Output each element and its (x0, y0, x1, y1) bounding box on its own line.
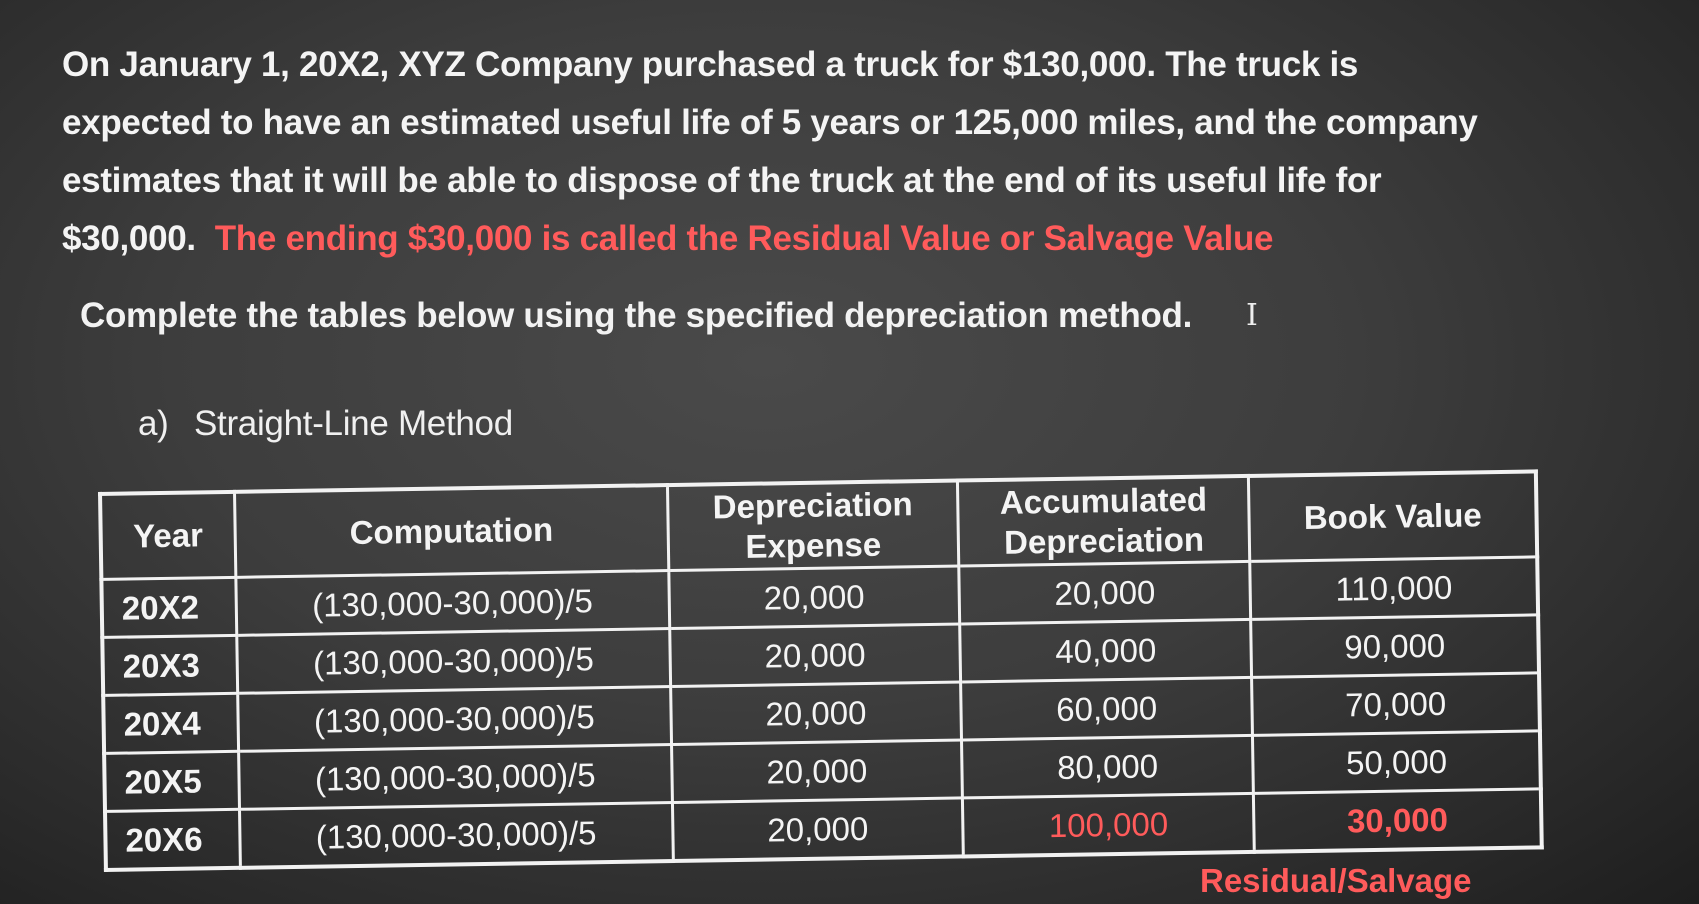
cell-book-value: 50,000 (1253, 731, 1541, 794)
cell-accumulated-depreciation: 40,000 (960, 619, 1252, 682)
header-book-value: Book Value (1249, 471, 1537, 561)
cell-depreciation-expense: 20,000 (669, 566, 960, 629)
header-accumulated-depreciation (957, 476, 1250, 566)
cell-accumulated-depreciation: 60,000 (961, 677, 1253, 740)
cell-computation: (130,000-30,000)/5 (239, 803, 673, 868)
intro-line-3: estimates that it will be able to dispose of the truck at the end of its useful life for (62, 161, 1382, 200)
header-accumulated-line2: Depreciation (1003, 520, 1205, 561)
cell-depreciation-expense: 20,000 (670, 624, 961, 687)
depreciation-table (98, 469, 1544, 872)
cell-year: 20X3 (102, 635, 237, 695)
header-year: Year (100, 492, 235, 580)
cell-year: 20X4 (103, 693, 238, 753)
cell-accumulated-depreciation: 80,000 (961, 735, 1253, 798)
cell-year: 20X5 (104, 751, 239, 811)
cell-year: 20X2 (101, 577, 236, 637)
cell-depreciation-expense: 20,000 (672, 798, 963, 861)
cell-computation: (130,000-30,000)/5 (236, 629, 670, 694)
cell-computation: (130,000-30,000)/5 (237, 687, 671, 752)
intro-line-4 (62, 210, 1622, 268)
cell-accumulated-depreciation: 100,000 (962, 793, 1254, 856)
cell-year: 20X6 (105, 809, 240, 870)
cell-book-value: 110,000 (1250, 557, 1538, 620)
cell-book-value: 90,000 (1251, 615, 1539, 678)
header-depreciation-expense (667, 480, 958, 570)
cell-book-value: 70,000 (1252, 673, 1540, 736)
cell-accumulated-depreciation: 20,000 (959, 561, 1251, 624)
cell-depreciation-expense: 20,000 (670, 682, 961, 745)
header-accumulated-line1: Accumulated (999, 480, 1208, 521)
method-title: Straight-Line Method (193, 404, 513, 443)
text-cursor-icon: I (1246, 298, 1258, 333)
header-depreciation-line2: Expense (745, 525, 882, 565)
cell-computation: (130,000-30,000)/5 (236, 571, 670, 636)
residual-salvage-note: Residual/Salvage (1200, 862, 1472, 899)
intro-line-2: expected to have an estimated useful life of 5 years or 125,000 miles, and the company (62, 103, 1478, 142)
cell-book-value: 30,000 (1254, 789, 1542, 852)
method-letter: a) (138, 404, 169, 443)
intro-line-1: On January 1, 20X2, XYZ Company purchased a truck for $130,000. The truck is (62, 45, 1359, 84)
method-heading (138, 404, 513, 444)
header-computation: Computation (234, 485, 668, 577)
residual-value-highlight: The ending $30,000 is called the Residual Value or Salvage Value (214, 219, 1274, 258)
cell-computation: (130,000-30,000)/5 (238, 745, 672, 810)
header-depreciation-line1: Depreciation (712, 485, 913, 526)
instruction-text: Complete the tables below using the specified depreciation method. (80, 296, 1193, 335)
problem-statement (62, 36, 1622, 268)
depreciation-table-container (98, 469, 1544, 872)
salvage-amount-text: $30,000. (62, 219, 196, 258)
cell-depreciation-expense: 20,000 (671, 740, 962, 803)
